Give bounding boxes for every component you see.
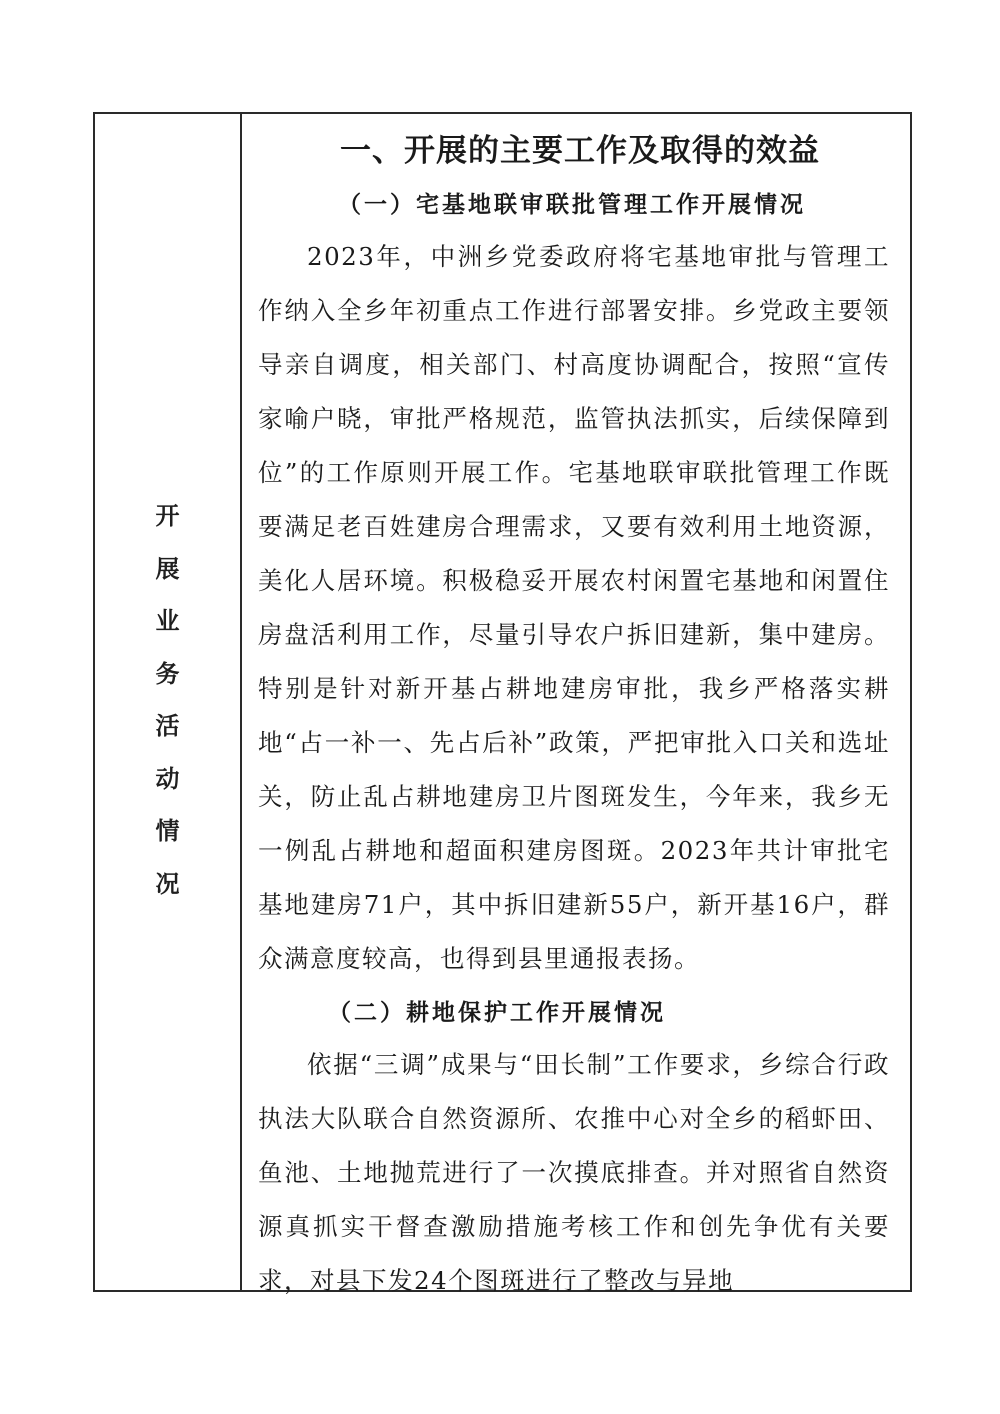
row-label-char: 展 [155,554,180,583]
row-label [95,490,240,910]
row-label-char: 活 [155,712,180,740]
row-label-char: 况 [155,869,180,898]
row-label-char: 情 [155,817,180,845]
row-label-char: 动 [155,764,180,793]
content-cell [258,122,890,1308]
row-label-char: 业 [155,607,180,635]
section-paragraph-2: 依据“三调”成果与“田长制”工作要求，乡综合行政执法大队联合自然资源所、农推中心对全乡的稻虾田、鱼池、土地抛荒进行了一次摸底排查。并对照省自然资源真抓实干督查激励措施考核工作和创先争优有关要求，对县下发24个图斑进行了整改与异地 [258,1050,890,1295]
main-heading: 一、开展的主要工作及取得的效益 [340,133,820,169]
section-paragraph-1: 2023年，中洲乡党委政府将宅基地审批与管理工作纳入全乡年初重点工作进行部署安排。乡党政主要领导亲自调度，相关部门、村高度协调配合，按照“宣传家喻户晓，审批严格规范，监管执法抓实，后续保障到位”的工作原则开展工作。宅基地联审联批管理工作既要满足老百姓建房合理需求，又要有效利用土地资源，美化人居环境。积极稳妥开展农村闲置宅基地和闲置住房盘活利用工作，尽量引导农户拆旧建新，集中建房。特别是针对新开基占耕地建房审批，我乡严格落实耕地“占一补一、先占后补”政策，严把审批入口关和选址关，防止乱占耕地建房卫片图斑发生，今年来，我乡无一例乱占耕地和超面积建房图斑。2023年共计审批宅基地建房71户，其中拆旧建新55户，新开基16户，群众满意度较高，也得到县里通报表扬。 [258,242,890,973]
section-heading-2: （二）耕地保护工作开展情况 [328,1000,666,1026]
row-label-char: 开 [155,502,180,530]
section-heading-1: （一）宅基地联审联批管理工作开展情况 [338,192,806,218]
row-label-char: 务 [155,659,180,688]
column-divider [240,114,242,1290]
